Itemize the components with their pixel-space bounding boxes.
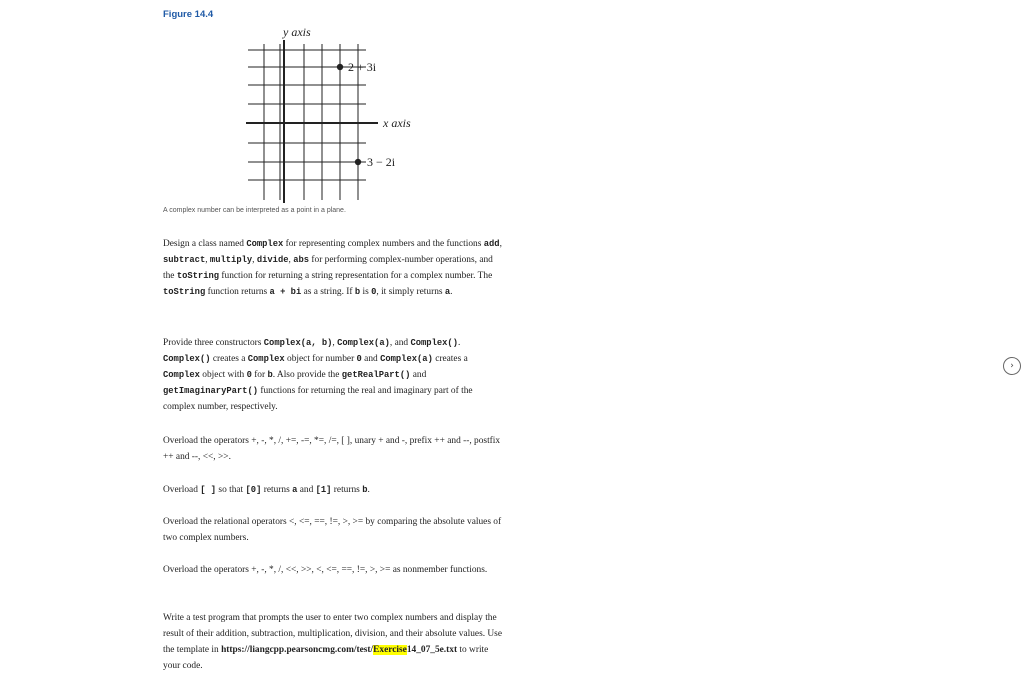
- point-2-plus-3i: [337, 64, 343, 70]
- template-link[interactable]: https://liangcpp.pearsoncmg.com/test/Exercise14_07_5e.txt: [221, 645, 458, 655]
- highlighted-text: Exercise: [373, 645, 407, 655]
- figure-caption: A complex number can be interpreted as a point in a plane.: [163, 207, 346, 214]
- x-axis-label: x axis: [383, 116, 411, 130]
- paragraph-overload-subscript: Overload [ ] so that [0] returns a and [1] returns b.: [163, 485, 370, 495]
- y-axis-label: y axis: [283, 25, 311, 39]
- next-page-button[interactable]: [1003, 357, 1021, 375]
- paragraph-overload-operators: Overload the operators +, -, *, /, +=, -=, *=, /=, [ ], unary + and -, prefix ++ and --, postfix ++ and --, <<, >>.: [163, 436, 501, 462]
- point2-label: 3 − 2i: [367, 155, 396, 169]
- point-3-minus-2i: [355, 159, 361, 165]
- paragraph-design-class: Design a class named Complex for representing complex numbers and the functions add, subtract, multiply, divide, abs for performing complex-number operations, and the toString function for returning a string representation for a complex number. The toString function returns a + bi as a string. If b is 0, it simply returns a.: [163, 239, 502, 297]
- paragraph-test-program: Write a test program that prompts the user to enter two complex numbers and display the result of their addition, subtraction, multiplication, division, and their absolute values. Use the template in https://liangcpp.pearsoncmg.com/test/Exercise14_07_5e.txt to write your code.: [163, 613, 502, 671]
- point1-label: 2 + 3i: [348, 60, 377, 74]
- figure-title: Figure 14.4: [163, 9, 214, 20]
- chevron-right-icon: ›: [1010, 360, 1014, 371]
- complex-plane-graph: [0, 0, 1024, 210]
- paragraph-nonmember-functions: Overload the operators +, -, *, /, <<, >>, <, <=, ==, !=, >, >= as nonmember functions.: [163, 565, 488, 575]
- paragraph-constructors: Provide three constructors Complex(a, b), Complex(a), and Complex(). Complex() creates a Complex object for number 0 and Complex(a) creates a Complex object with 0 for b. Also provide the getRealPart() and getImaginaryPart() functions for returning the real and imaginary part of the complex number, respectively.: [163, 338, 473, 412]
- paragraph-relational-operators: Overload the relational operators <, <=, ==, !=, >, >= by comparing the absolute values of two complex numbers.: [163, 517, 502, 543]
